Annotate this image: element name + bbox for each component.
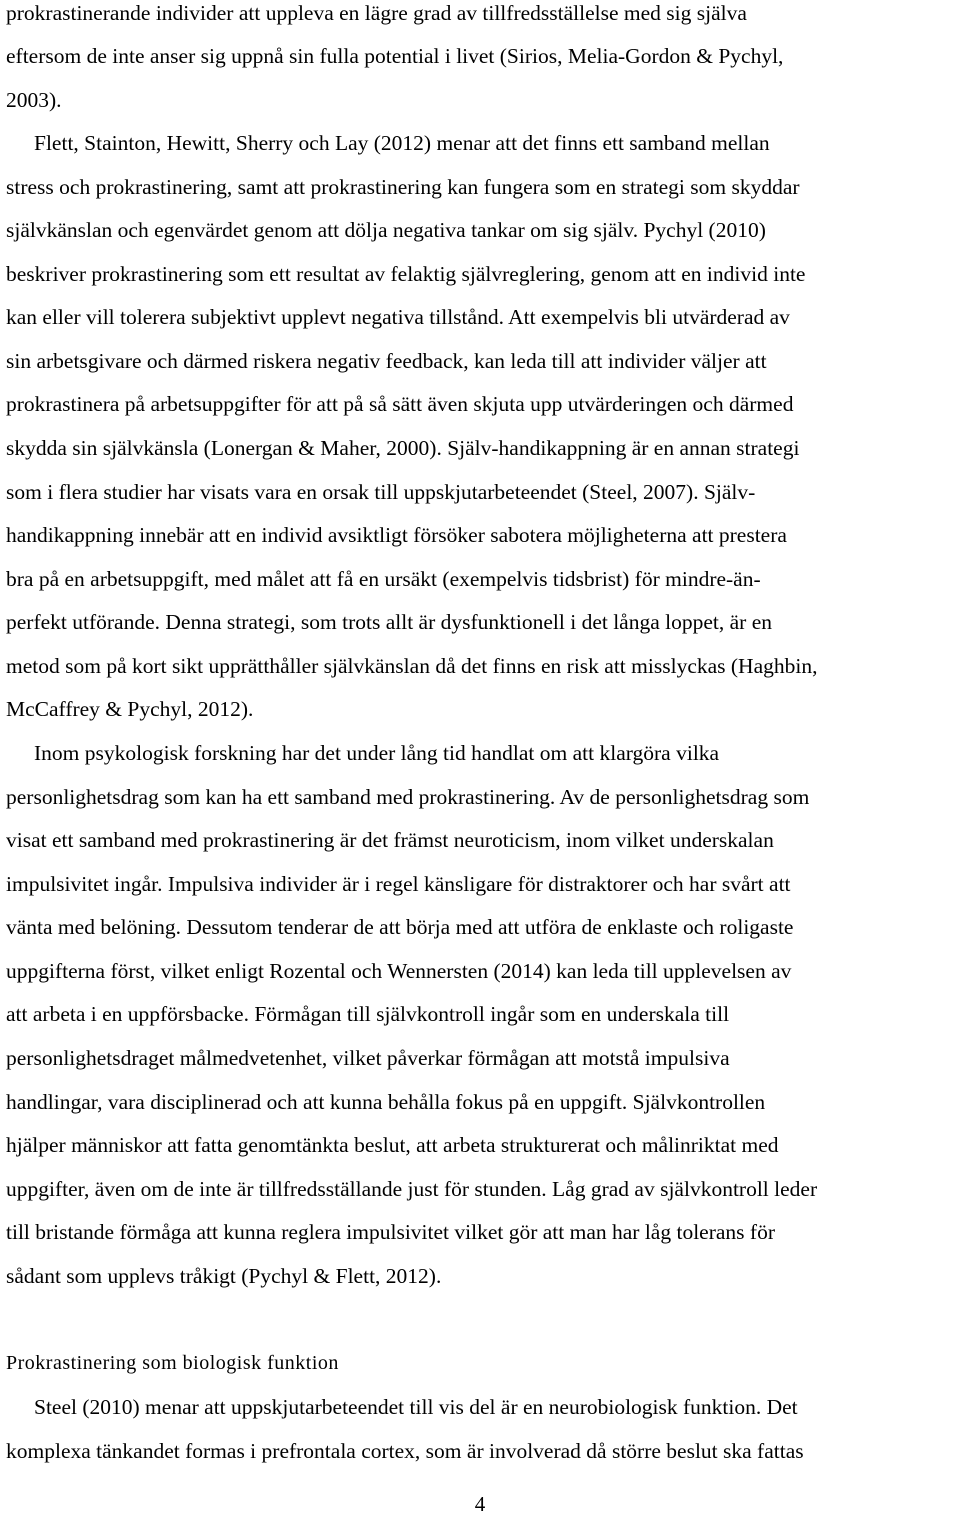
text-line: perfekt utförande. Denna strategi, som trots allt är dysfunktionell i det långa loppet, är en	[6, 610, 773, 634]
section-heading: Prokrastinering som biologisk funktion	[6, 1352, 339, 1374]
text-line: vänta med belöning. Dessutom tenderar de att börja med att utföra de enklaste och roligaste	[6, 915, 794, 939]
text-line: personlighetsdrag som kan ha ett samband med prokrastinering. Av de personlighetsdrag som	[6, 785, 810, 809]
text-line: Steel (2010) menar att uppskjutarbeteendet till vis del är en neurobiologisk funktion. Det	[34, 1395, 798, 1419]
text-line: bra på en arbetsuppgift, med målet att få en ursäkt (exempelvis tidsbrist) för mindre-än-	[6, 567, 761, 591]
text-line: skydda sin självkänsla (Lonergan & Maher, 2000). Själv-handikappning är en annan strategi	[6, 436, 800, 460]
text-line: 2003).	[6, 88, 62, 112]
text-line: visat ett samband med prokrastinering är det främst neuroticism, inom vilket underskalan	[6, 828, 774, 852]
text-line: uppgifter, även om de inte är tillfredsställande just för stunden. Låg grad av självkontroll leder	[6, 1177, 818, 1201]
text-line: beskriver prokrastinering som ett resultat av felaktig självreglering, genom att en individ inte	[6, 262, 806, 286]
text-line: prokrastinera på arbetsuppgifter för att på så sätt även skjuta upp utvärderingen och därmed	[6, 392, 794, 416]
text-line: handlingar, vara disciplinerad och att kunna behålla fokus på en uppgift. Självkontrollen	[6, 1090, 766, 1114]
page-number: 4	[474, 1492, 486, 1516]
text-line: kan eller vill tolerera subjektivt upplevt negativa tillstånd. Att exempelvis bli utvärderad av	[6, 305, 790, 329]
text-line: handikappning innebär att en individ avsiktligt försöker sabotera möjligheterna att prestera	[6, 523, 787, 547]
text-line: personlighetsdraget målmedvetenhet, vilket påverkar förmågan att motstå impulsiva	[6, 1046, 730, 1070]
text-line: stress och prokrastinering, samt att prokrastinering kan fungera som en strategi som skyddar	[6, 175, 800, 199]
text-line: som i flera studier har visats vara en orsak till uppskjutarbeteendet (Steel, 2007). Själv-	[6, 480, 756, 504]
text-line: impulsivitet ingår. Impulsiva individer är i regel känsligare för distraktorer och har svårt att	[6, 872, 791, 896]
text-line: komplexa tänkandet formas i prefrontala cortex, som är involverad då större beslut ska fattas	[6, 1439, 804, 1463]
text-line: sådant som upplevs tråkigt (Pychyl & Flett, 2012).	[6, 1264, 442, 1288]
text-line: att arbeta i en uppförsbacke. Förmågan till självkontroll ingår som en underskala till	[6, 1002, 730, 1026]
text-line: metod som på kort sikt upprätthåller självkänslan då det finns en risk att misslyckas (Haghbin,	[6, 654, 818, 678]
text-line: Flett, Stainton, Hewitt, Sherry och Lay (2012) menar att det finns ett samband mellan	[34, 131, 770, 155]
text-line: uppgifterna först, vilket enligt Rozental och Wennersten (2014) kan leda till upplevelsen av	[6, 959, 792, 983]
text-line: sin arbetsgivare och därmed riskera negativ feedback, kan leda till att individer väljer att	[6, 349, 767, 373]
text-line: till bristande förmåga att kunna reglera impulsivitet vilket gör att man har låg tolerans för	[6, 1220, 775, 1244]
text-line: Inom psykologisk forskning har det under lång tid handlat om att klargöra vilka	[34, 741, 720, 765]
text-line: hjälper människor att fatta genomtänkta beslut, att arbeta strukturerat och målinriktat med	[6, 1133, 779, 1157]
text-line: eftersom de inte anser sig uppnå sin fulla potential i livet (Sirios, Melia-Gordon & Pychyl,	[6, 44, 784, 68]
text-line: prokrastinerande individer att uppleva en lägre grad av tillfredsställelse med sig själva	[6, 1, 747, 25]
text-line: självkänslan och egenvärdet genom att dölja negativa tankar om sig själv. Pychyl (2010)	[6, 218, 766, 242]
text-line: McCaffrey & Pychyl, 2012).	[6, 697, 254, 721]
